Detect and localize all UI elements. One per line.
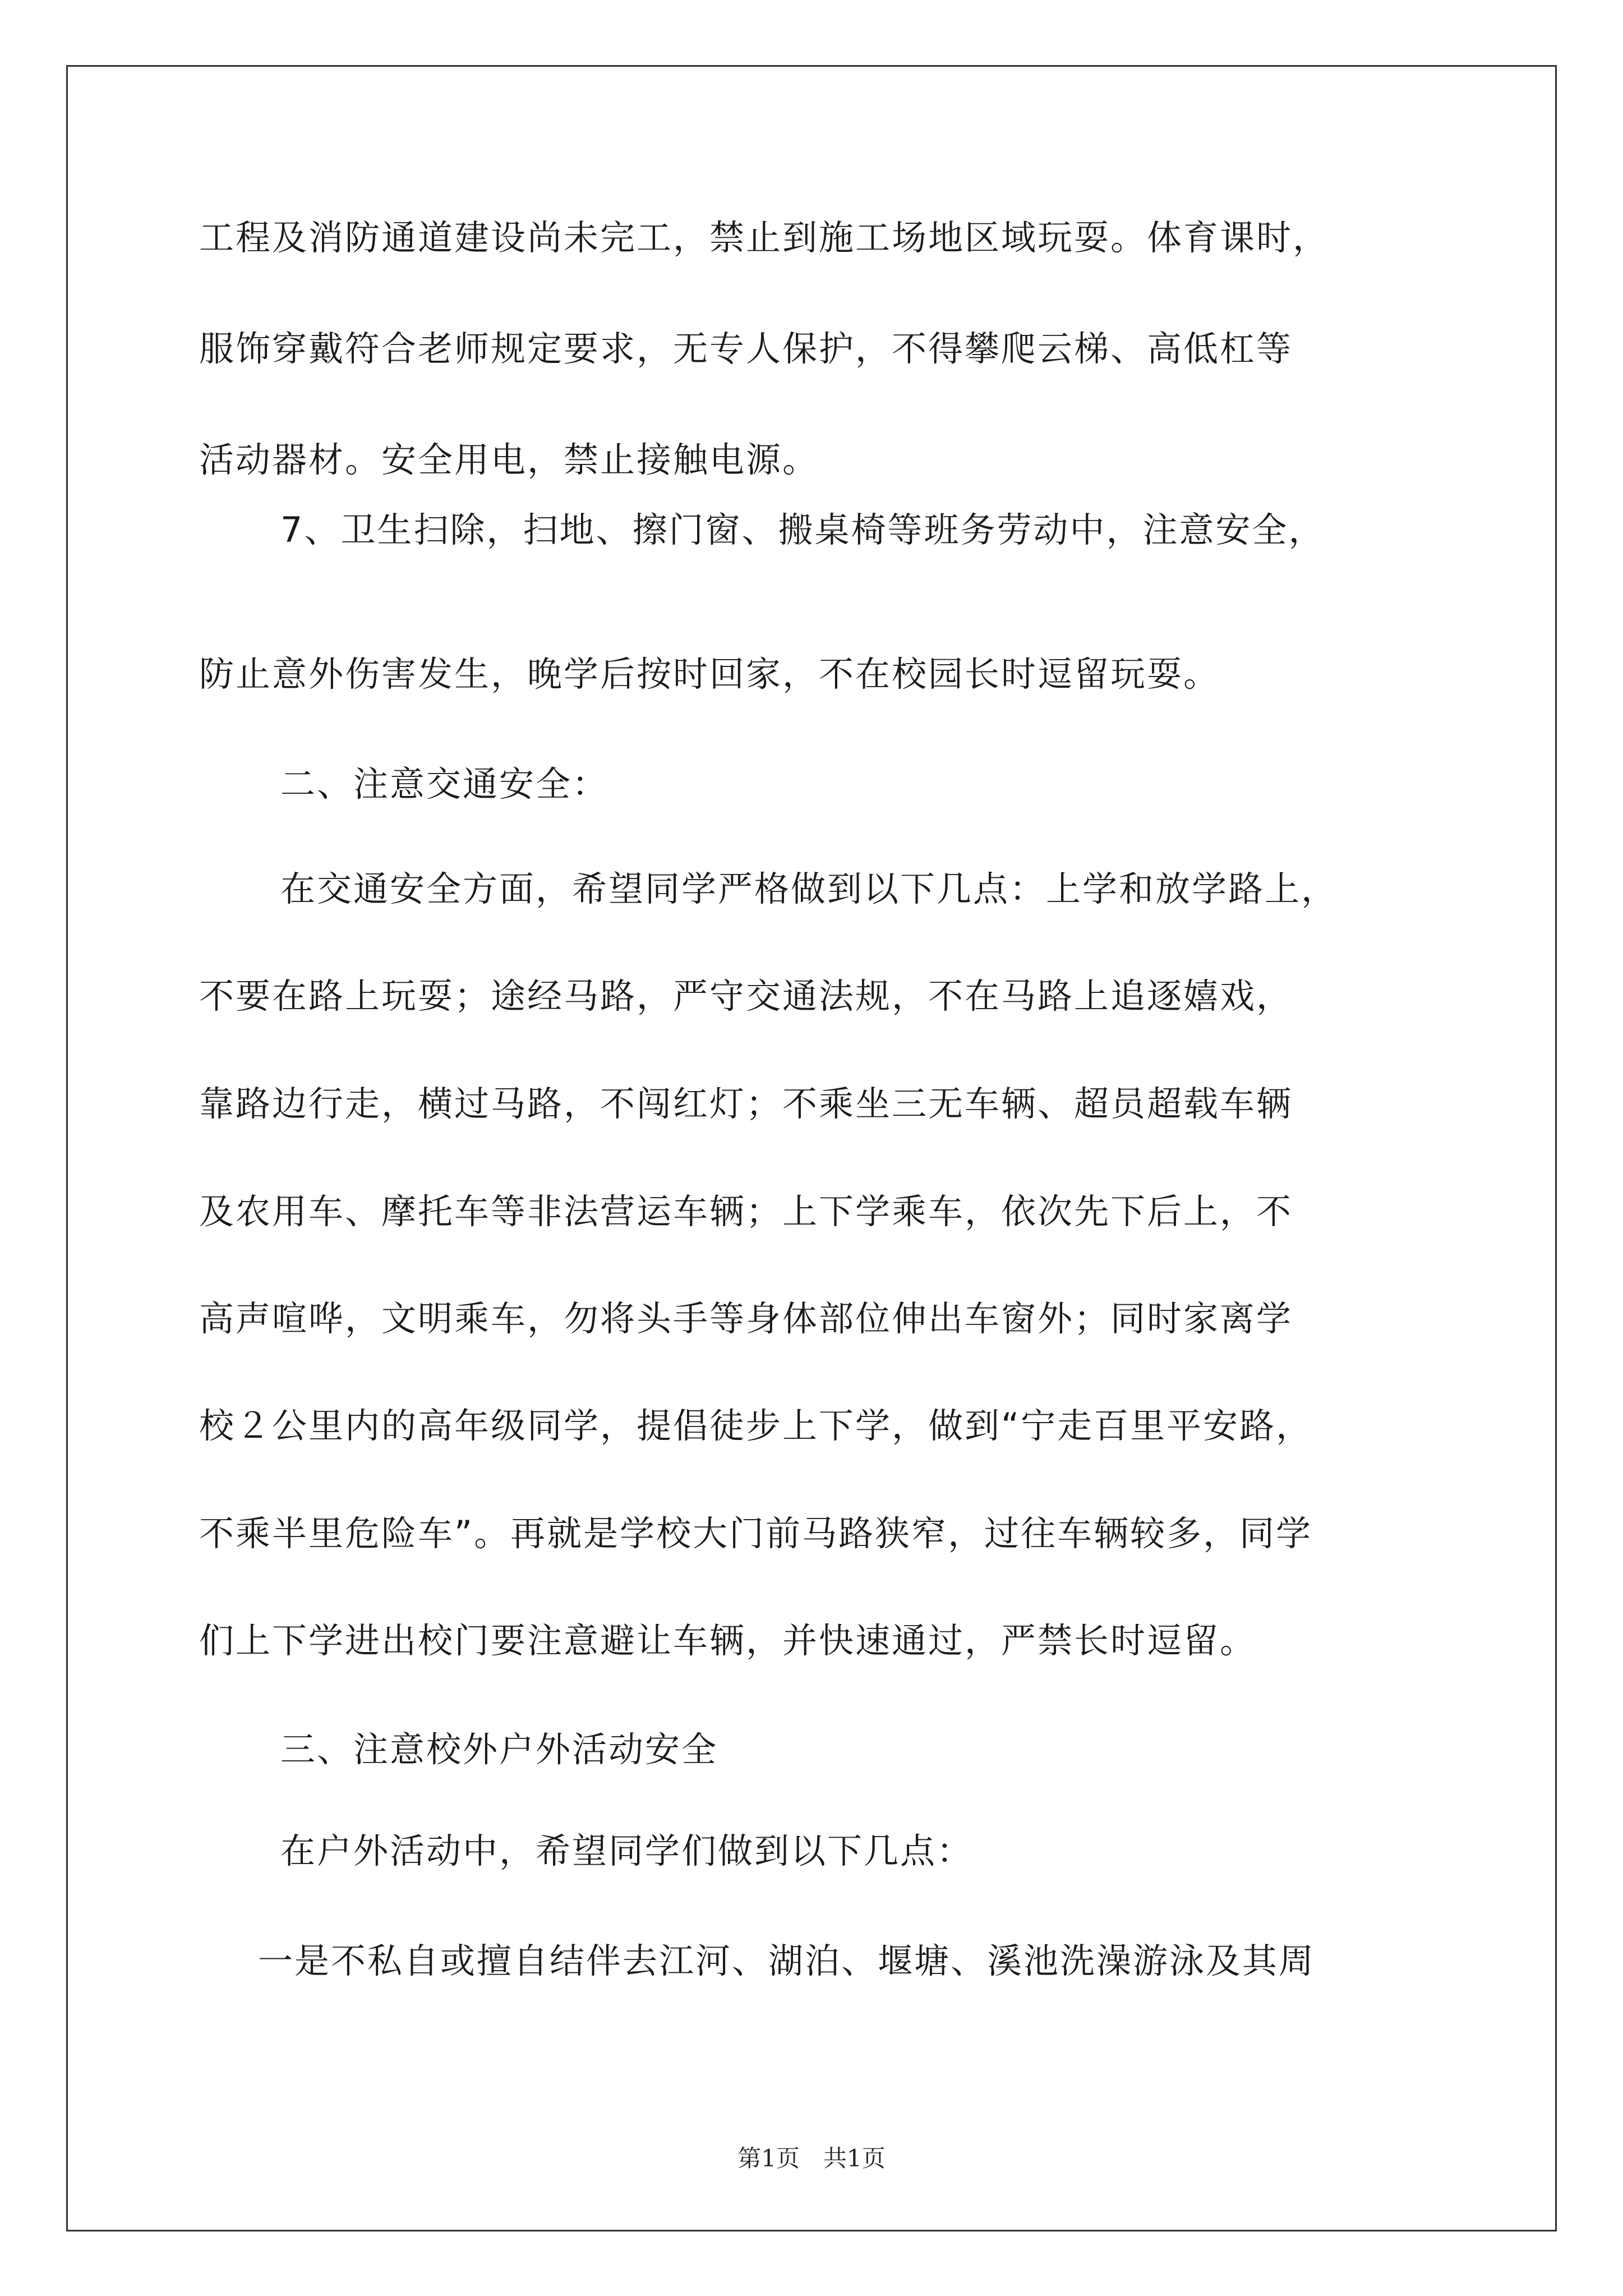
text-line: 活动器材。安全用电，禁止接触电源。 — [199, 439, 819, 480]
text-line: 及农用车、摩托车等非法营运车辆；上下学乘车，依次先下后上，不 — [199, 1191, 1293, 1232]
text-line: 靠路边行走，横过马路，不闯红灯；不乘坐三无车辆、超员超载车辆 — [199, 1083, 1293, 1124]
text-line: 不要在路上玩耍；途经马路，严守交通法规，不在马路上追逐嬉戏， — [199, 976, 1293, 1016]
text-line: 一是不私自或擅自结伴去江河、湖泊、堰塘、溪池洗澡游泳及其周 — [258, 1940, 1316, 1981]
text-line: 在交通安全方面，希望同学严格做到以下几点：上学和放学路上， — [280, 868, 1338, 909]
text-line: 不乘半里危险车”。再就是学校大门前马路狭窄，过往车辆较多，同学 — [199, 1513, 1313, 1554]
text-line: 高声喧哗，文明乘车，勿将头手等身体部位伸出车窗外；同时家离学 — [199, 1298, 1293, 1339]
text-line: 校２公里内的高年级同学，提倡徒步上下学，做到“宁走百里平安路， — [199, 1405, 1313, 1446]
page-border — [66, 65, 1557, 2231]
text-line: 们上下学进出校门要注意避让车辆，并快速通过，严禁长时逗留。 — [199, 1620, 1257, 1661]
section-heading: 三、注意校外户外活动安全 — [280, 1729, 718, 1770]
text-line: 服饰穿戴符合老师规定要求，无专人保护，不得攀爬云梯、高低杠等 — [199, 328, 1293, 369]
text-line: 在户外活动中，希望同学们做到以下几点： — [280, 1830, 974, 1871]
text-line: 防止意外伤害发生，晚学后按时回家，不在校园长时逗留玩耍。 — [199, 654, 1220, 694]
text-line: 工程及消防通道建设尚未完工，禁止到施工场地区域玩耍。体育课时， — [199, 217, 1330, 258]
page-footer: 第1页 共1页 — [737, 2145, 886, 2172]
section-heading: 二、注意交通安全： — [280, 763, 609, 804]
text-line: 7、卫生扫除，扫地、擦门窗、搬桌椅等班务劳动中，注意安全， — [280, 509, 1325, 550]
